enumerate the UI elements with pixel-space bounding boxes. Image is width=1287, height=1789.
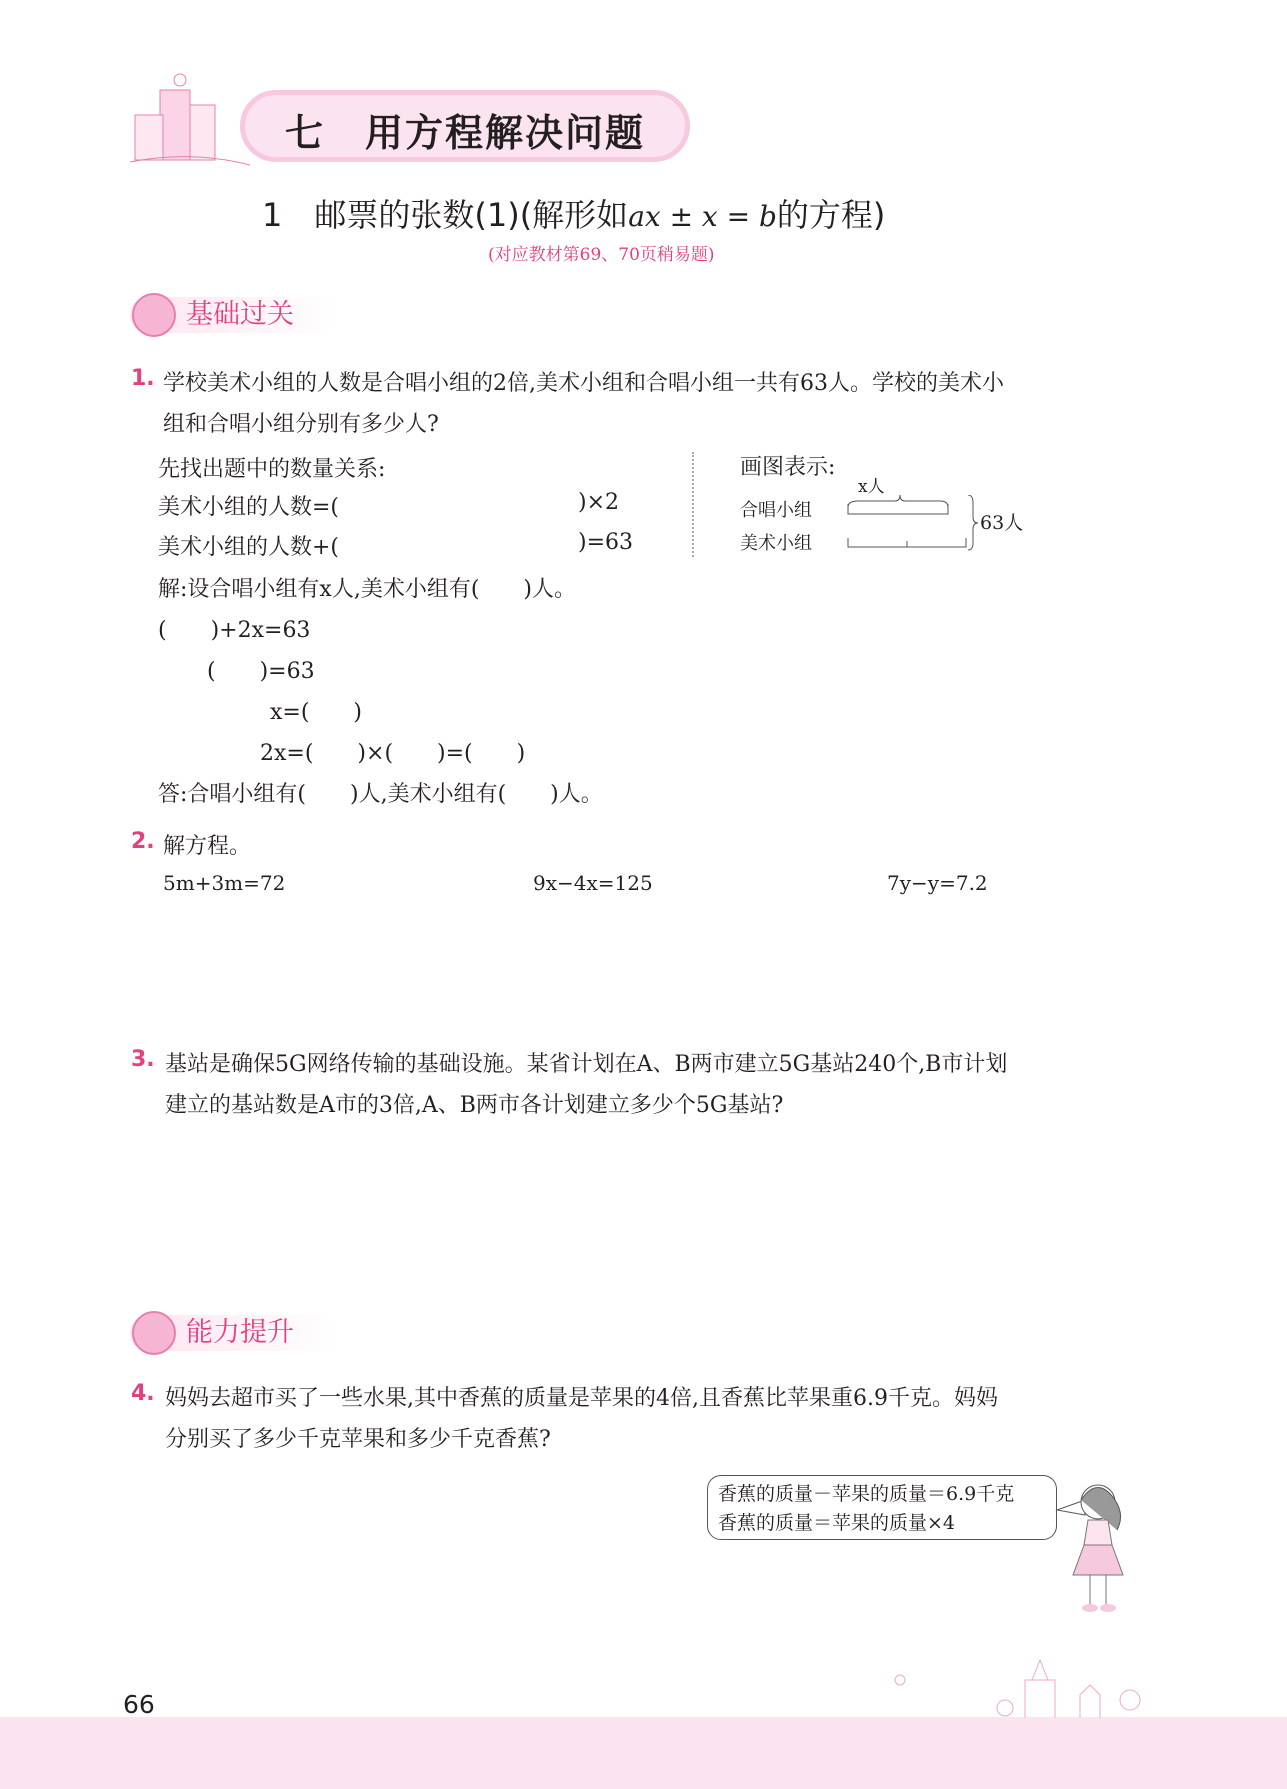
- question-text: 分别买了多少千克苹果和多少千克香蕉?: [165, 1427, 551, 1452]
- section-advanced: [130, 1315, 340, 1351]
- hint-line-1: 香蕉的质量－苹果的质量＝6.9千克: [718, 1483, 1015, 1505]
- chapter-illustration: [130, 70, 250, 170]
- diagram-row-2: 美术小组: [740, 533, 812, 554]
- relation-1-start: 美术小组的人数=(: [158, 495, 340, 520]
- hint-line-2: 香蕉的质量＝苹果的质量×4: [718, 1512, 956, 1534]
- question-text: 妈妈去超市买了一些水果,其中香蕉的质量是苹果的4倍,且香蕉比苹果重6.9千克。妈妈: [165, 1386, 998, 1411]
- question-number: 1.: [131, 366, 155, 391]
- question-text: 基站是确保5G网络传输的基础设施。某省计划在A、B两市建立5G基站240个,B市计划: [165, 1052, 1008, 1077]
- page-number: 66: [123, 1690, 155, 1719]
- globe-icon: [132, 293, 176, 337]
- line-segment-diagram: [840, 495, 982, 555]
- question-number: 2.: [131, 829, 155, 854]
- equation: 9x−4x=125: [533, 871, 653, 895]
- footer-decoration: [880, 1650, 1180, 1720]
- relation-2-start: 美术小组的人数+(: [158, 535, 340, 560]
- question-number: 4.: [131, 1381, 155, 1406]
- question-text: 建立的基站数是A市的3倍,A、B两市各计划建立多少个5G基站?: [165, 1093, 784, 1118]
- section-basic: [130, 297, 340, 333]
- relation-1-end: )×2: [578, 490, 620, 515]
- equation-step-1: ( )+2x=63: [158, 618, 311, 643]
- equation: 7y−y=7.2: [887, 871, 988, 895]
- lesson-title-suffix: 的方程): [776, 196, 886, 234]
- diagram-x-label: x人: [858, 477, 885, 497]
- question-text: 组和合唱小组分别有多少人?: [163, 412, 439, 437]
- equation-step-3: x=( ): [270, 700, 363, 725]
- section-label: 能力提升: [186, 1317, 294, 1348]
- equation-step-4: 2x=( )×( )=( ): [260, 741, 526, 766]
- character-icon: [132, 1311, 176, 1355]
- answer-line: 答:合唱小组有( )人,美术小组有( )人。: [158, 782, 603, 807]
- diagram-row-1: 合唱小组: [740, 500, 812, 521]
- question-text: 解方程。: [163, 834, 252, 859]
- diagram-total: 63人: [980, 512, 1024, 534]
- hint-speech-bubble: [707, 1475, 1057, 1540]
- girl-illustration: [1055, 1470, 1145, 1615]
- section-label: 基础过关: [186, 299, 294, 330]
- question-number: 3.: [131, 1047, 155, 1072]
- chapter-title: 七 用方程解决问题: [285, 111, 646, 155]
- lesson-title: [262, 190, 885, 236]
- relation-prompt: 先找出题中的数量关系:: [158, 457, 386, 482]
- diagram-title: 画图表示:: [740, 455, 836, 480]
- solution-setup: 解:设合唱小组有x人,美术小组有( )人。: [158, 577, 576, 602]
- lesson-title-prefix: 1 邮票的张数(1)(解形如: [262, 196, 629, 234]
- question-text: 学校美术小组的人数是合唱小组的2倍,美术小组和合唱小组一共有63人。学校的美术小: [163, 371, 1004, 396]
- divider: [692, 452, 694, 557]
- relation-2-end: )=63: [578, 530, 634, 555]
- textbook-reference: (对应教材第69、70页稍易题): [488, 245, 715, 265]
- equation: 5m+3m=72: [163, 871, 286, 895]
- lesson-formula: ax ± x = b: [628, 200, 777, 233]
- footer-band: [0, 1717, 1287, 1789]
- equation-step-2: ( )=63: [207, 659, 315, 684]
